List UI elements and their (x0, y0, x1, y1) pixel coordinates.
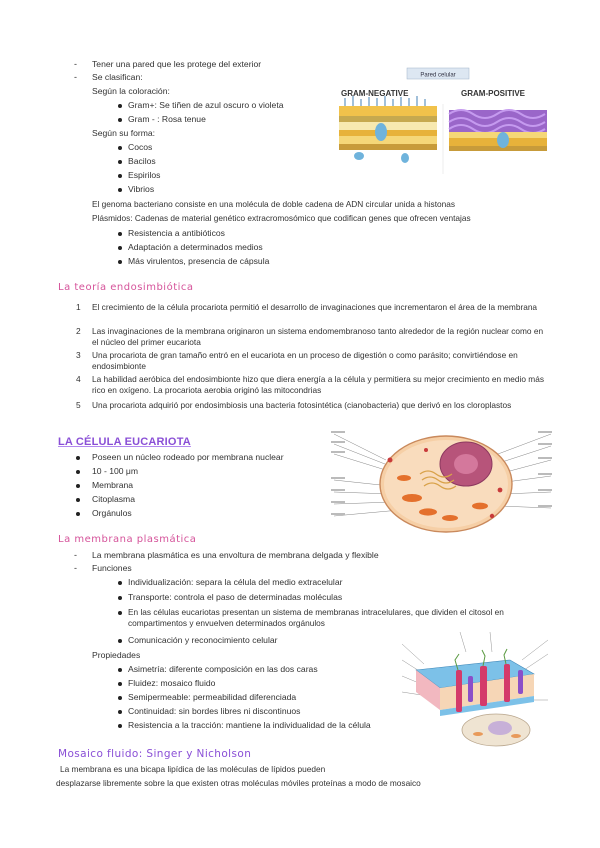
list-item: Gram+: Se tiñen de azul oscuro o violeta (128, 100, 284, 110)
list-item: Una procariota de gran tamaño entró en el eucariota en un proceso de digestión o como parásito; convirtiéndose en endosimbionte (92, 350, 518, 371)
list-item: Orgánulos (92, 508, 132, 518)
list-item: Individualización: separa la célula del medio extracelular (128, 577, 343, 587)
bullet (118, 118, 122, 122)
list-item: Bacilos (128, 156, 156, 166)
bullet (118, 188, 122, 192)
bullet (118, 581, 122, 585)
text-line: Plásmidos: Cadenas de material genético extracromosómico que codifican genes que ofrecen ventajas (92, 213, 471, 223)
list-item: Fluidez: mosaico fluido (128, 678, 216, 688)
gram-figure-title: Pared celular (420, 72, 456, 79)
list-number: 4 (76, 374, 81, 384)
list-item: Membrana (92, 480, 134, 490)
list-item: Las invaginaciones de la membrana originaron un sistema endomembranoso tanto alrededor de la región nuclear como en el núcleo del primer eucariota (92, 326, 544, 347)
list-item: Cocos (128, 142, 153, 152)
bullet (76, 456, 80, 460)
gram-wall-figure (335, 64, 553, 184)
text-line: Se clasifican: (92, 72, 143, 82)
bullet (118, 160, 122, 164)
text-line: Según su forma: (92, 128, 156, 138)
list-item: 10 - 100 μm (92, 466, 139, 476)
list-number: 5 (76, 400, 81, 410)
text-line: Propiedades (92, 650, 141, 660)
list-item: Resistencia a antibióticos (128, 228, 225, 238)
list-item: Resistencia a la tracción: mantiene la individualidad de la célula (128, 720, 371, 730)
bullet (118, 146, 122, 150)
list-item: Vibrios (128, 184, 155, 194)
list-item: Comunicación y reconocimiento celular (128, 635, 278, 645)
dash-bullet: - (74, 59, 77, 69)
plasma-membrane-figure (400, 630, 550, 748)
eukaryotic-cell-figure (330, 420, 555, 540)
bullet (118, 668, 122, 672)
gram-negative-label: GRAM-NEGATIVE (341, 89, 409, 98)
list-item: Gram - : Rosa tenue (128, 114, 206, 124)
text-line: Funciones (92, 563, 132, 573)
text-line: El genoma bacteriano consiste en una molécula de doble cadena de ADN circular unida a histonas (92, 199, 455, 209)
bullet (118, 596, 122, 600)
list-item: El crecimiento de la célula procariota permitió el desarrollo de invaginaciones que incrementaron el área de la membrana (92, 302, 538, 312)
dash-bullet: - (74, 72, 77, 82)
text-line: Tener una pared que les protege del exterior (92, 59, 262, 69)
list-item: Espirilos (128, 170, 161, 180)
section-heading-membrana: La membrana plasmática (58, 534, 197, 545)
bullet (118, 682, 122, 686)
text-line: desplazarse libremente sobre la que existen otras moléculas móviles proteínas a modo de mosaico (56, 778, 421, 788)
list-item: La habilidad aeróbica del endosimbionte hizo que diera energía a la célula y permitiera su mejor crecimiento en medio más rico en oxígeno. La procariota aerobia originó las mitocondrias (92, 374, 544, 395)
text-line: Según la coloración: (92, 86, 170, 96)
list-item: Continuidad: sin bordes libres ni discontinuos (128, 706, 301, 716)
list-item: En las células eucariotas presentan un sistema de membranas intracelulares, que dividen el citosol en compartimentos y envuelven determinados orgánulos (128, 607, 504, 628)
bullet (76, 470, 80, 474)
bullet (118, 232, 122, 236)
bullet (118, 696, 122, 700)
bullet (118, 260, 122, 264)
list-number: 1 (76, 302, 81, 312)
bullet (118, 724, 122, 728)
section-heading-endosimbiotica: La teoría endosimbiótica (58, 282, 194, 293)
list-item: Transporte: controla el paso de determinadas moléculas (128, 592, 343, 602)
section-heading-eucariota: LA CÉLULA EUCARIOTA (58, 436, 191, 448)
bullet (118, 246, 122, 250)
text-line: La membrana es una bicapa lipídica de las moléculas de lípidos pueden (60, 764, 326, 774)
text-line: La membrana plasmática es una envoltura de membrana delgada y flexible (92, 550, 379, 560)
bullet (76, 498, 80, 502)
dash-bullet: - (74, 550, 77, 560)
list-item: Adaptación a determinados medios (128, 242, 263, 252)
bullet (76, 512, 80, 516)
list-number: 2 (76, 326, 81, 336)
bullet (118, 710, 122, 714)
bullet (118, 639, 122, 643)
dash-bullet: - (74, 563, 77, 573)
bullet (76, 484, 80, 488)
list-item: Citoplasma (92, 494, 135, 504)
list-item: Poseen un núcleo rodeado por membrana nuclear (92, 452, 284, 462)
section-heading-mosaico: Mosaico fluido: Singer y Nicholson (58, 748, 252, 760)
list-item: Asimetría: diferente composición en las dos caras (128, 664, 318, 674)
bullet (118, 174, 122, 178)
list-number: 3 (76, 350, 81, 360)
gram-positive-label: GRAM-POSITIVE (461, 89, 526, 98)
bullet (118, 104, 122, 108)
bullet (118, 611, 122, 615)
list-item: Más virulentos, presencia de cápsula (128, 256, 270, 266)
list-item: Una procariota adquirió por endosimbiosis una bacteria fotosintética (cianobacteria) que derivó en los cloroplastos (92, 400, 512, 410)
list-item: Semipermeable: permeabilidad diferenciada (128, 692, 297, 702)
